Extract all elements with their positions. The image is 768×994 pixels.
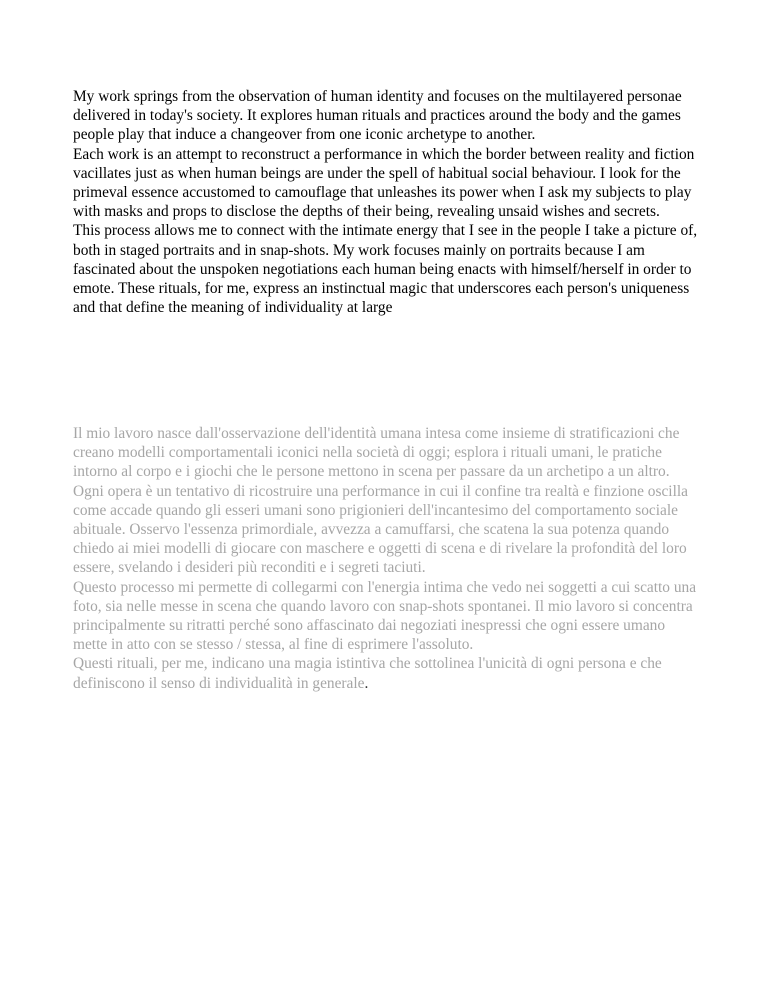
english-paragraph-3: This process allows me to connect with the intimate energy that I see in the people I take a picture of, both in staged portraits and in snap-shots. My work focuses mainly on portraits because I am fascinated about the unspoken negotiations each human being enacts with himself/herself in order to emote. These rituals, for me, express an instinctual magic that underscores each person's uniqueness and that define the meaning of individuality at large: [73, 222, 698, 317]
italian-paragraph-2: Ogni opera è un tentativo di ricostruire una performance in cui il confine tra realtà e finzione oscilla come accade quando gli esseri umani sono prigionieri dell'incantesimo del comportamento sociale abituale. Osservo l'essenza primordiale, avvezza a camuffarsi, che scatena la sua potenza quando chiedo ai miei modelli di giocare con maschere e oggetti di scena e di rivelare la profondità del loro essere, svelando i desideri più reconditi e i segreti taciuti.: [73, 482, 688, 577]
artist-statement-english: [73, 87, 703, 317]
italian-paragraph-1: Il mio lavoro nasce dall'osservazione dell'identità umana intesa come insieme di stratificazioni che creano modelli comportamentali iconici nella società di oggi; esplora i rituali umani, le pratiche intorno al corpo e i giochi che le persone mettono in scena per passare da un archetipo a un altro.: [73, 425, 680, 481]
italian-paragraph-4: [73, 654, 703, 692]
italian-paragraph-4-text: Questi rituali, per me, indicano una magia istintiva che sottolinea l'unicità di ogni persona e che definiscono il senso di individualità in generale: [73, 655, 662, 692]
italian-paragraph-3: Questo processo mi permette di collegarmi con l'energia intima che vedo nei soggetti a cui scatto una foto, sia nelle messe in scena che quando lavoro con snap-shots spontanei. Il mio lavoro si concentra principalmente su ritratti perché sono affascinato dai negoziati inespressi che ogni essere umano mette in atto con se stesso / stessa, al fine di esprimere l'assoluto.: [73, 578, 697, 654]
english-paragraph-2: Each work is an attempt to reconstruct a performance in which the border between reality and fiction vacillates just as when human beings are under the spell of habitual social behaviour. I look for the primeval essence accustomed to camouflage that unleashes its power when I ask my subjects to play with masks and props to disclose the depths of their being, revealing unsaid wishes and secrets.: [73, 145, 695, 221]
english-paragraph-1: My work springs from the observation of human identity and focuses on the multilayered personae delivered in today's society. It explores human rituals and practices around the body and the games people play that induce a changeover from one iconic archetype to another.: [73, 88, 682, 144]
artist-statement-italian: [73, 424, 703, 693]
italian-final-period: .: [364, 674, 369, 692]
